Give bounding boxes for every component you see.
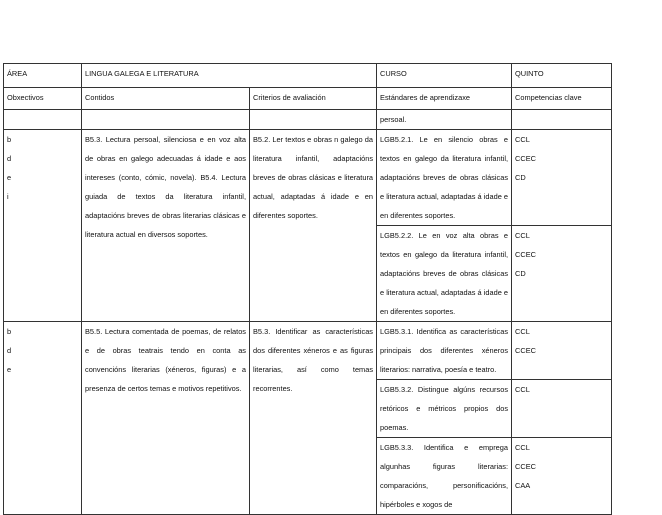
standard-lgb5-3-2: LGB5.3.2. Distingue algúns recursos retóricos e métricos propios dos poemas. [377,380,512,438]
objective-item: e [7,173,12,182]
competences-lgb5-3-2 [512,380,612,438]
standard-lgb5-3-3: LGB5.3.3. Identifica e emprega algunhas figuras literarias: comparacións, personificacións, hipérboles e xogos de [377,438,512,515]
block1-row-a [4,130,612,226]
course-value: QUINTO [512,64,612,88]
continuation-row [4,110,612,130]
block2-row-a [4,322,612,380]
continuation-criteria [250,110,377,130]
competence-tag: CCEC [515,346,536,355]
course-label: CURSO [377,64,512,88]
competences-lgb5-3-3 [512,438,612,515]
continuation-objectives [4,110,82,130]
competence-tag: CCEC [515,154,536,163]
competence-tag: CCL [515,385,530,394]
curriculum-table [3,63,612,515]
header-row [4,64,612,88]
objective-item: b [7,135,12,144]
competence-tag: CCL [515,135,530,144]
objective-item: b [7,327,12,336]
block2-contents: B5.5. Lectura comentada de poemas, de relatos e de obras teatrais tendo en conta as convencións literarias (xéneros, figuras) e a presenza de certos temas e motivos repetitivos. [82,322,250,515]
competence-tag: CCEC [515,462,536,471]
competence-tag: CCL [515,231,530,240]
objective-item: i [7,192,9,201]
area-label: ÁREA [4,64,82,88]
col-standards: Estándares de aprendizaxe [377,88,512,110]
objective-item: d [7,346,12,355]
block1-objectives [4,130,82,322]
competence-tag: CAA [515,481,531,490]
block1-criteria: B5.2. Ler textos e obras n galego da literatura infantil, adaptacións breves de obras clásicas e literatura actual, adaptadas á idade e en diferentes soportes. [250,130,377,322]
area-value: LINGUA GALEGA E LITERATURA [82,64,377,88]
col-contents: Contidos [82,88,250,110]
competences-lgb5-2-2 [512,226,612,322]
block2-objectives [4,322,82,515]
objective-item: e [7,365,12,374]
col-competences: Competencias clave [512,88,612,110]
standard-lgb5-2-1: LGB5.2.1. Le en silencio obras e textos en galego da literatura infantil, adaptacións breves de obras clásicas e literatura actual, adaptadas á idade e en diferentes soportes. [377,130,512,226]
competences-lgb5-3-1 [512,322,612,380]
competence-tag: CCL [515,327,530,336]
column-header-row [4,88,612,110]
competence-tag: CCL [515,443,530,452]
continuation-contents [82,110,250,130]
block2-criteria: B5.3. Identificar as características dos diferentes xéneros e as figuras literarias, así como temas recorrentes. [250,322,377,515]
competence-tag: CD [515,269,526,278]
block1-contents: B5.3. Lectura persoal, silenciosa e en voz alta de obras en galego adecuadas á idade e aos intereses (conto, cómic, novela). B5.4. Lectura guiada de textos da literatura infantil, adaptacións breves de obras literarias clásicas e literatura actual en diversos soportes. [82,130,250,322]
col-criteria: Criterios de avaliación [250,88,377,110]
continuation-standard: persoal. [377,110,512,130]
standard-lgb5-2-2: LGB5.2.2. Le en voz alta obras e textos en galego da literatura infantil, adaptacións breves de obras clásicas e literatura actual, adaptadas á idade e en diferentes soportes. [377,226,512,322]
competences-lgb5-2-1 [512,130,612,226]
competence-tag: CD [515,173,526,182]
objective-item: d [7,154,12,163]
continuation-competences [512,110,612,130]
competence-tag: CCEC [515,250,536,259]
col-objectives: Obxectivos [4,88,82,110]
standard-lgb5-3-1: LGB5.3.1. Identifica as características principais dos diferentes xéneros literarios: narrativa, poesía e teatro. [377,322,512,380]
